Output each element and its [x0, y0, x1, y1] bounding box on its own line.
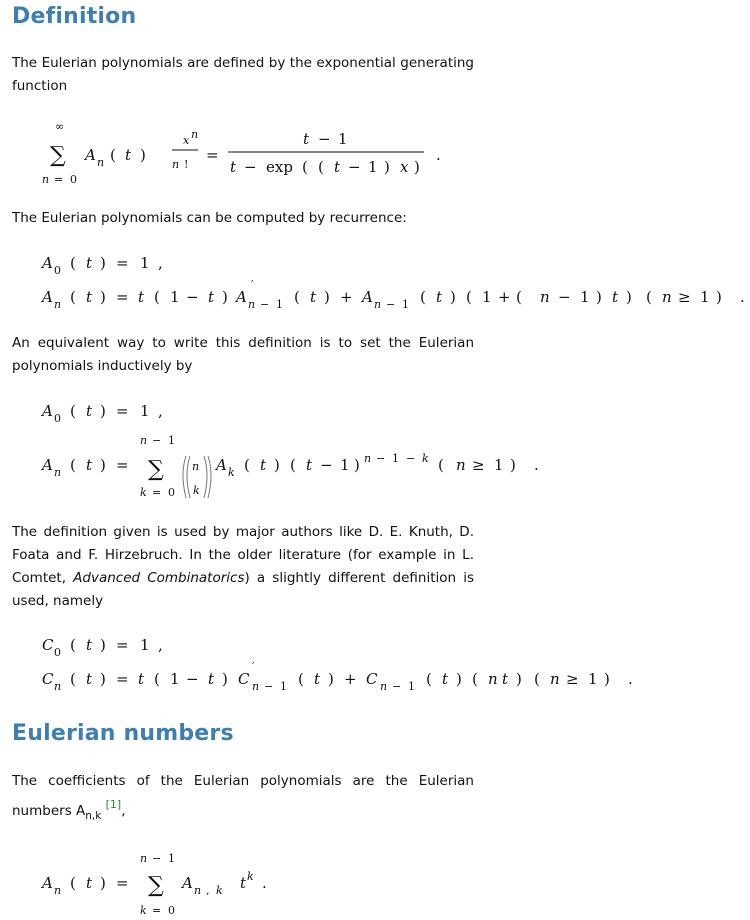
svg-text:k: k [140, 904, 147, 917]
svg-text:1: 1 [140, 636, 150, 654]
svg-text:): ) [100, 456, 106, 474]
svg-text:(: ( [70, 636, 76, 654]
svg-text:n: n [488, 670, 498, 688]
svg-text:+: + [498, 288, 511, 306]
svg-text:n: n [54, 466, 62, 479]
svg-text:−: − [318, 130, 331, 148]
svg-text:=: = [116, 254, 129, 272]
svg-text:−: − [152, 434, 162, 447]
svg-text:1: 1 [170, 288, 180, 306]
svg-text:(: ( [294, 288, 300, 306]
svg-text:0: 0 [70, 173, 77, 186]
svg-text:t: t [86, 456, 93, 474]
svg-text:t: t [86, 254, 93, 272]
svg-text:): ) [140, 146, 146, 164]
svg-text:t: t [310, 288, 317, 306]
svg-text:C: C [42, 636, 54, 654]
svg-text:−: − [260, 298, 270, 311]
svg-text:n: n [248, 298, 256, 311]
svg-text:1: 1 [408, 680, 415, 693]
svg-text:1: 1 [140, 254, 150, 272]
section-heading-eulerian-numbers: Eulerian numbers [12, 721, 234, 746]
svg-text:n: n [191, 128, 199, 141]
svg-text:n: n [140, 852, 148, 865]
svg-text:C: C [42, 670, 54, 688]
svg-text:n: n [252, 680, 260, 693]
svg-text:n: n [54, 298, 62, 311]
svg-text:.: . [262, 874, 267, 892]
svg-text:−: − [392, 680, 402, 693]
svg-text:t: t [230, 158, 237, 176]
svg-text:(: ( [426, 670, 432, 688]
svg-text:−: − [244, 158, 257, 176]
svg-text:1: 1 [368, 158, 378, 176]
svg-text:A: A [216, 456, 227, 474]
svg-text:(: ( [466, 288, 472, 306]
book-title: Advanced Combinatorics [73, 570, 245, 586]
svg-text:=: = [116, 636, 129, 654]
svg-text:1: 1 [276, 298, 283, 311]
svg-text:A: A [42, 402, 53, 420]
svg-text:=: = [116, 456, 129, 474]
svg-text:n: n [97, 156, 105, 169]
svg-text:−: − [406, 452, 416, 465]
svg-text:(: ( [534, 670, 540, 688]
svg-text:): ) [222, 670, 228, 688]
svg-text:−: − [558, 288, 571, 306]
svg-text:): ) [222, 288, 228, 306]
svg-text:(: ( [70, 670, 76, 688]
svg-text:t: t [86, 670, 93, 688]
paragraph-eulerian-numbers [12, 770, 474, 828]
svg-text:): ) [596, 288, 602, 306]
svg-text:t: t [138, 288, 145, 306]
svg-text:=: = [116, 288, 129, 306]
svg-text:x: x [400, 158, 409, 176]
svg-text:−: − [348, 158, 361, 176]
svg-text:1: 1 [580, 288, 590, 306]
svg-text:1: 1 [340, 456, 350, 474]
svg-text:): ) [100, 670, 106, 688]
svg-text:(: ( [472, 670, 478, 688]
subscript-nk: n,k [85, 810, 102, 822]
svg-text:): ) [100, 402, 106, 420]
svg-text:.: . [534, 456, 539, 474]
svg-text:t: t [138, 670, 145, 688]
svg-text:t: t [208, 288, 215, 306]
svg-text:A: A [42, 456, 53, 474]
svg-text:≥: ≥ [566, 670, 579, 688]
svg-text:(: ( [302, 158, 308, 176]
svg-text:=: = [152, 904, 162, 917]
svg-text:C: C [238, 670, 250, 688]
paragraph-text: The coefficients of the Eulerian polynomials are the Eulerian numbers A [12, 773, 474, 819]
svg-text:n: n [364, 452, 372, 465]
svg-text:n: n [54, 884, 62, 897]
svg-text:t: t [208, 670, 215, 688]
equation-generating-function [0, 110, 480, 190]
paragraph-egf-intro: The Eulerian polynomials are defined by the exponential generating function [12, 55, 474, 94]
svg-text:(: ( [244, 456, 250, 474]
svg-text:∞: ∞ [55, 120, 65, 133]
svg-text:t: t [314, 670, 321, 688]
svg-text:n: n [456, 456, 466, 474]
svg-text:1: 1 [700, 288, 710, 306]
svg-text:n: n [662, 288, 672, 306]
svg-text:): ) [626, 288, 632, 306]
svg-text:1: 1 [588, 670, 598, 688]
svg-text:−: − [264, 680, 274, 693]
svg-text:1: 1 [338, 130, 348, 148]
svg-text:C: C [366, 670, 378, 688]
svg-text:−: − [320, 456, 333, 474]
svg-text:n: n [140, 434, 148, 447]
svg-text:−: − [186, 288, 199, 306]
svg-text:t: t [306, 456, 313, 474]
svg-text:0: 0 [54, 264, 61, 277]
svg-text:(: ( [298, 670, 304, 688]
svg-text:,: , [206, 884, 210, 897]
svg-text:): ) [510, 456, 516, 474]
svg-text:(: ( [70, 402, 76, 420]
svg-text:A: A [182, 874, 193, 892]
svg-text:(: ( [70, 456, 76, 474]
svg-text:n: n [192, 460, 200, 473]
svg-text:): ) [384, 158, 390, 176]
paragraph-recurrence-intro: The Eulerian polynomials can be computed by recurrence: [12, 210, 407, 226]
svg-text:): ) [450, 288, 456, 306]
paragraph-text-pre: The definition given is used by major authors like D. E. Knuth, D. Foata and F. Hirzebruch. In the older literature (for example in L. Comtet, [12, 524, 474, 586]
svg-text:): ) [328, 670, 334, 688]
section-heading-definition: Definition [12, 4, 137, 29]
svg-text:A: A [42, 254, 53, 272]
svg-text:1: 1 [392, 452, 399, 465]
svg-text:(: ( [438, 456, 444, 474]
svg-text:=: = [54, 173, 64, 186]
svg-text:k: k [422, 452, 429, 465]
svg-text:n: n [172, 158, 180, 171]
paragraph-text-post: ) a slightly different definition is used, namely [12, 570, 475, 609]
svg-text:A: A [362, 288, 373, 306]
svg-text:∑: ∑ [148, 873, 164, 898]
svg-text:): ) [716, 288, 722, 306]
svg-text:1: 1 [140, 402, 150, 420]
svg-text:=: = [152, 486, 162, 499]
svg-text:(: ( [318, 158, 324, 176]
svg-text:(: ( [70, 254, 76, 272]
svg-text:t: t [442, 670, 449, 688]
svg-text:1: 1 [494, 456, 504, 474]
svg-text:k: k [216, 884, 223, 897]
svg-text:0: 0 [54, 412, 61, 425]
paragraph-definition-authors [12, 521, 474, 613]
svg-text:≥: ≥ [472, 456, 485, 474]
svg-text:′: ′ [252, 660, 255, 673]
svg-text:t: t [86, 402, 93, 420]
svg-text:k: k [228, 466, 235, 479]
svg-text:): ) [456, 670, 462, 688]
svg-text:0: 0 [168, 486, 175, 499]
svg-text:): ) [100, 636, 106, 654]
svg-text:k: k [193, 484, 200, 497]
svg-text:n: n [374, 298, 382, 311]
svg-text:n: n [540, 288, 550, 306]
svg-text:+: + [340, 288, 353, 306]
svg-text:,: , [158, 254, 163, 272]
svg-text:(: ( [154, 288, 160, 306]
svg-text:1: 1 [402, 298, 409, 311]
equation-eulerian-sum [0, 844, 400, 920]
svg-text:n: n [380, 680, 388, 693]
svg-text:x: x [183, 134, 190, 147]
svg-text:1: 1 [280, 680, 287, 693]
svg-text:t: t [86, 288, 93, 306]
svg-text:): ) [324, 288, 330, 306]
svg-text:exp: exp [266, 158, 293, 176]
svg-text:(: ( [70, 288, 76, 306]
svg-text:t: t [436, 288, 443, 306]
svg-text:1: 1 [482, 288, 492, 306]
svg-text:n: n [54, 680, 62, 693]
svg-text:(: ( [646, 288, 652, 306]
reference-link[interactable]: [1] [105, 798, 122, 811]
equation-inductive [0, 394, 600, 506]
svg-text:t: t [240, 874, 247, 892]
svg-text:t: t [612, 288, 619, 306]
svg-text:): ) [414, 158, 420, 176]
svg-text:t: t [125, 146, 132, 164]
svg-text:n: n [42, 173, 50, 186]
equation-recurrence [0, 244, 750, 316]
svg-text:∑: ∑ [50, 143, 66, 168]
svg-text:t: t [334, 158, 341, 176]
svg-text:(: ( [110, 146, 116, 164]
svg-text:,: , [158, 402, 163, 420]
svg-text:): ) [100, 288, 106, 306]
svg-text:−: − [376, 452, 386, 465]
svg-text:): ) [516, 670, 522, 688]
svg-text:t: t [303, 130, 310, 148]
svg-text:+: + [344, 670, 357, 688]
svg-text:n: n [550, 670, 560, 688]
svg-text:): ) [100, 254, 106, 272]
svg-text:,: , [158, 636, 163, 654]
svg-text:1: 1 [168, 852, 175, 865]
svg-text:): ) [604, 670, 610, 688]
paragraph-text-post: , [121, 803, 126, 819]
svg-text:): ) [274, 456, 280, 474]
svg-text:−: − [152, 852, 162, 865]
svg-text:1: 1 [170, 670, 180, 688]
svg-text:.: . [628, 670, 633, 688]
svg-text:): ) [354, 456, 360, 474]
paragraph-inductive-intro: An equivalent way to write this definition is to set the Eulerian polynomials inductively by [12, 335, 474, 374]
svg-text:=: = [116, 670, 129, 688]
equation-comtet [0, 626, 700, 698]
svg-text:A: A [236, 288, 247, 306]
svg-text:t: t [260, 456, 267, 474]
svg-text:′: ′ [251, 278, 254, 291]
svg-text:0: 0 [54, 646, 61, 659]
svg-text:−: − [386, 298, 396, 311]
svg-text:(: ( [290, 456, 296, 474]
svg-text:t: t [86, 636, 93, 654]
svg-text:n: n [194, 884, 202, 897]
svg-text:=: = [206, 146, 219, 164]
svg-text:=: = [116, 874, 129, 892]
svg-text:=: = [116, 402, 129, 420]
svg-text:≥: ≥ [678, 288, 691, 306]
svg-text:A: A [42, 288, 53, 306]
svg-text:t: t [86, 874, 93, 892]
svg-text:∑: ∑ [148, 457, 164, 482]
svg-text:k: k [140, 486, 147, 499]
svg-text:(: ( [70, 874, 76, 892]
svg-text:): ) [100, 874, 106, 892]
svg-text:.: . [740, 288, 745, 306]
svg-text:A: A [85, 146, 96, 164]
svg-text:(: ( [420, 288, 426, 306]
svg-text:(: ( [154, 670, 160, 688]
svg-text:−: − [186, 670, 199, 688]
svg-text:A: A [42, 874, 53, 892]
svg-text:.: . [436, 146, 441, 164]
svg-text:1: 1 [168, 434, 175, 447]
svg-text:(: ( [516, 288, 522, 306]
svg-text:t: t [502, 670, 509, 688]
svg-text:k: k [247, 870, 254, 883]
svg-text:!: ! [184, 158, 189, 171]
svg-text:0: 0 [168, 904, 175, 917]
